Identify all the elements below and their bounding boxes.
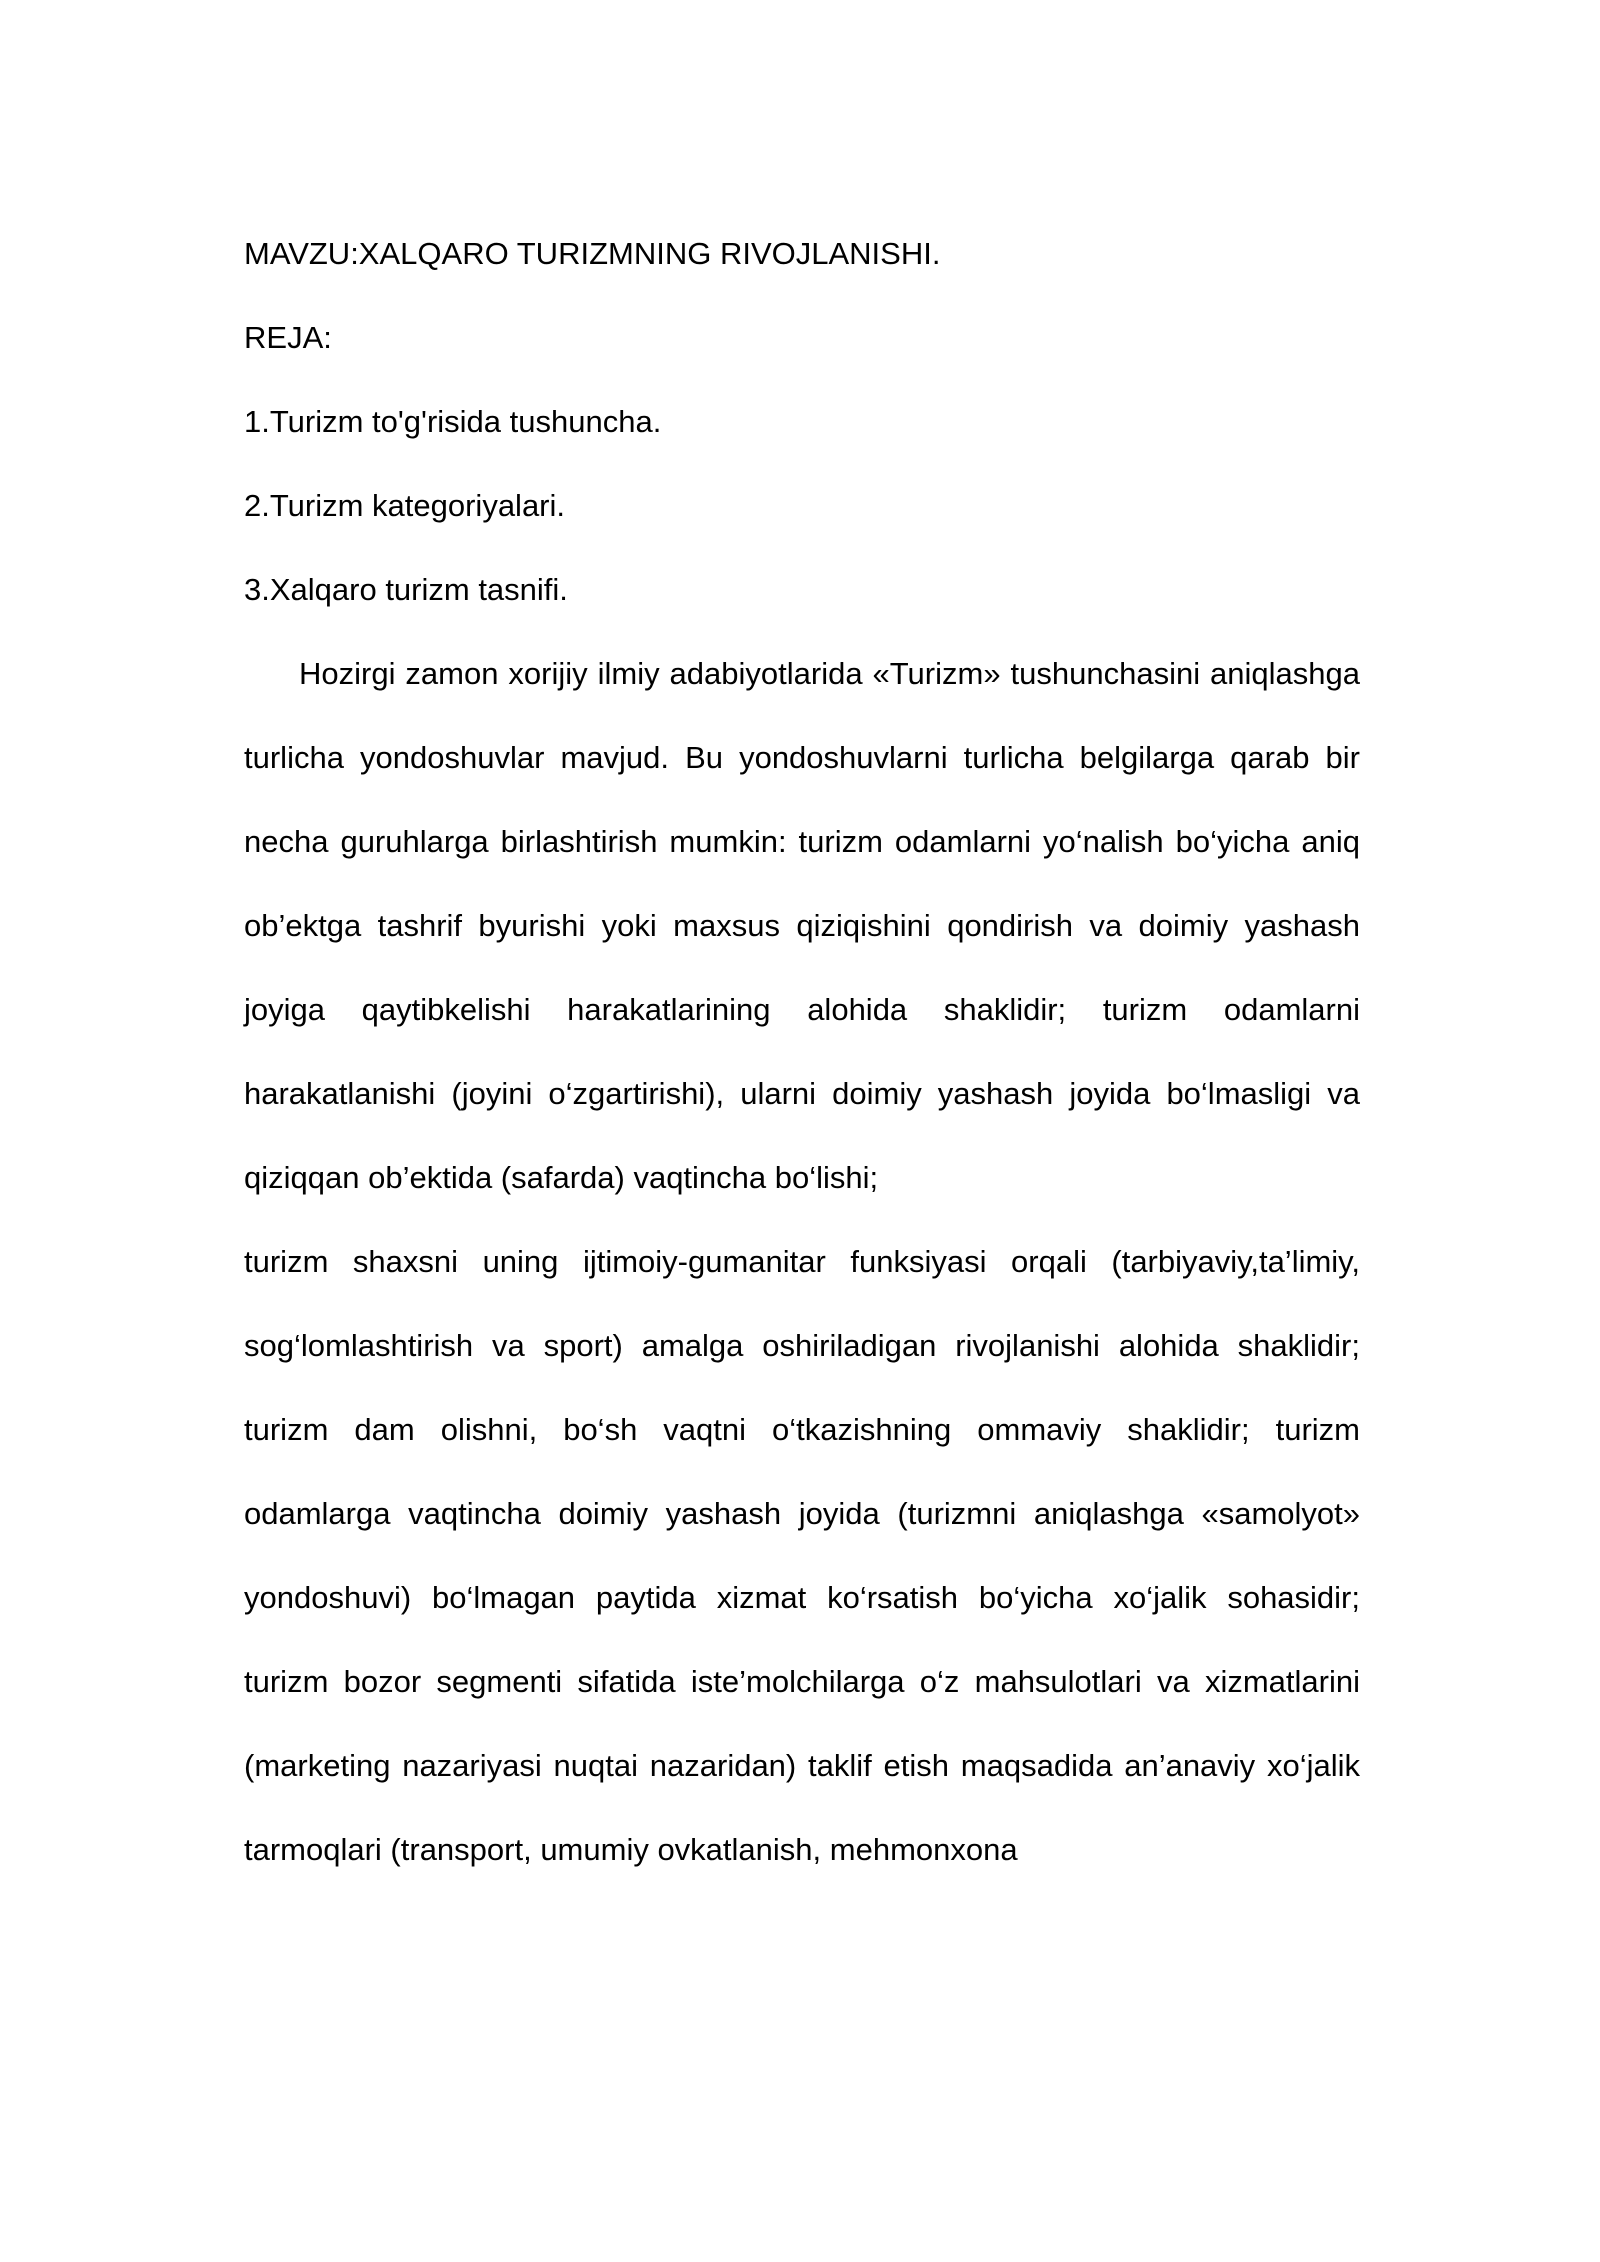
- plan-heading: REJA:: [244, 320, 332, 355]
- body-paragraph-2: turizm shaxsni uning ijtimoiy-gumanitar funksiyasi orqali (tarbiyaviy,ta’limiy, sog‘lomlashtirish va sport) amalga oshiriladigan rivojlanishi alohida shaklidir; turizm dam olishni, bo‘sh vaqtni o‘tkazishning ommaviy shaklidir; turizm odamlarga vaqtincha doimiy yashash joyida (turizmni aniqlashga «samolyot» yondoshuvi) bo‘lmagan paytida xizmat ko‘rsatish bo‘yicha xo‘jalik sohasidir; turizm bozor segmenti sifatida iste’molchilarga o‘z mahsulotlari va xizmatlarini (marketing nazariyasi nuqtai nazaridan) taklif etish maqsadida an’anaviy xo‘jalik tarmoqlari (transport, umumiy ovkatlanish, mehmonxona: [244, 1244, 1360, 1867]
- body-paragraph-1: Hozirgi zamon xorijiy ilmiy adabiyotlarida «Turizm» tushunchasini aniqlashga turlicha yondoshuvlar mavjud. Bu yondoshuvlarni turlicha belgilarga qarab bir necha guruhlarga birlashtirish mumkin: turizm odamlarni yo‘nalish bo‘yicha aniq ob’ektga tashrif byurishi yoki maxsus qiziqishini qondirish va doimiy yashash joyiga qaytibkelishi harakatlarining alohida shaklidir; turizm odamlarni harakatlanishi (joyini o‘zgartirishi), ularni doimiy yashash joyida bo‘lmasligi va qiziqqan ob’ektida (safarda) vaqtincha bo‘lishi;: [244, 656, 1360, 1195]
- document-body: [244, 212, 1360, 1892]
- document-title: MAVZU:XALQARO TURIZMNING RIVOJLANISHI.: [244, 236, 941, 271]
- plan-item-1: 1.Turizm to'g'risida tushuncha.: [244, 404, 662, 439]
- plan-item-2: 2.Turizm kategoriyalari.: [244, 488, 566, 523]
- plan-item-3: 3.Xalqaro turizm tasnifi.: [244, 572, 568, 607]
